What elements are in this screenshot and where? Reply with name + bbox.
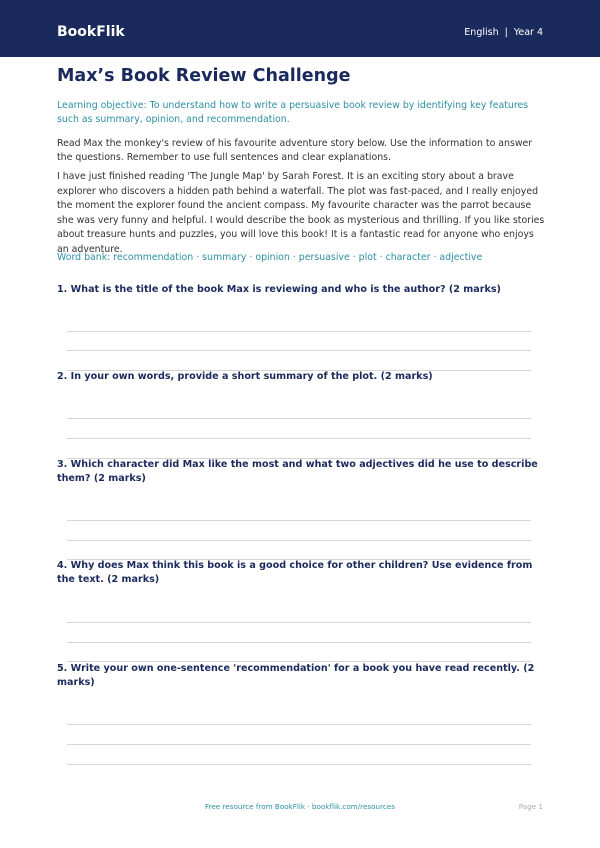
answer-line[interactable] [67,540,531,541]
separator: | [504,27,508,38]
question-5: 5. Write your own one-sentence 'recommendation' for a book you have read recently. (2 marks) [57,663,535,688]
question-3: 3. Which character did Max like the most and what two adjectives did he use to describe them? (2 marks) [57,459,538,484]
answer-line[interactable] [67,642,531,643]
answer-line[interactable] [67,764,531,765]
worksheet-title: Max’s Book Review Challenge [57,66,351,86]
answer-line[interactable] [67,350,531,351]
page-header [0,0,600,57]
answer-line[interactable] [67,520,531,521]
footer-credit: Free resource from BookFlik · bookflik.com/resources [204,802,396,811]
brand-logo-text: BookFlik [57,24,125,40]
year-label: Year 4 [513,27,543,38]
word-bank: Word bank: recommendation · summary · opinion · persuasive · plot · character · adjective [57,252,483,263]
subject-year-label [464,27,543,39]
question-2: 2. In your own words, provide a short summary of the plot. (2 marks) [57,371,433,382]
answer-line[interactable] [67,418,531,419]
learning-objective: Learning objective: To understand how to write a persuasive book review by identifying key features such as summary, opinion, and recommendation. [57,100,529,125]
answer-line[interactable] [67,622,531,623]
question-1: 1. What is the title of the book Max is reviewing and who is the author? (2 marks) [57,284,501,295]
page-number: Page 1 [518,802,543,811]
answer-line[interactable] [67,438,531,439]
answer-line[interactable] [67,744,531,745]
instructions: Read Max the monkey's review of his favourite adventure story below. Use the information to answer the questions. Remember to use full sentences and clear explanations. [57,138,533,163]
subject-label: English [464,27,499,38]
answer-line[interactable] [67,331,531,332]
answer-line[interactable] [67,724,531,725]
question-4: 4. Why does Max think this book is a good choice for other children? Use evidence from the text. (2 marks) [57,560,533,585]
book-review-text: I have just finished reading 'The Jungle Map' by Sarah Forest. It is an exciting story about a brave explorer who discovers a hidden path behind a waterfall. The plot was fast-paced, and I really enjoyed the moment the explorer found the ancient compass. My favourite character was the parrot because she was very funny and helpful. I would describe the book as mysterious and thrilling. If you like stories about treasure hunts and puzzles, you will love this book! It is a fantastic read for anyone who enjoys an adventure. [57,171,545,255]
